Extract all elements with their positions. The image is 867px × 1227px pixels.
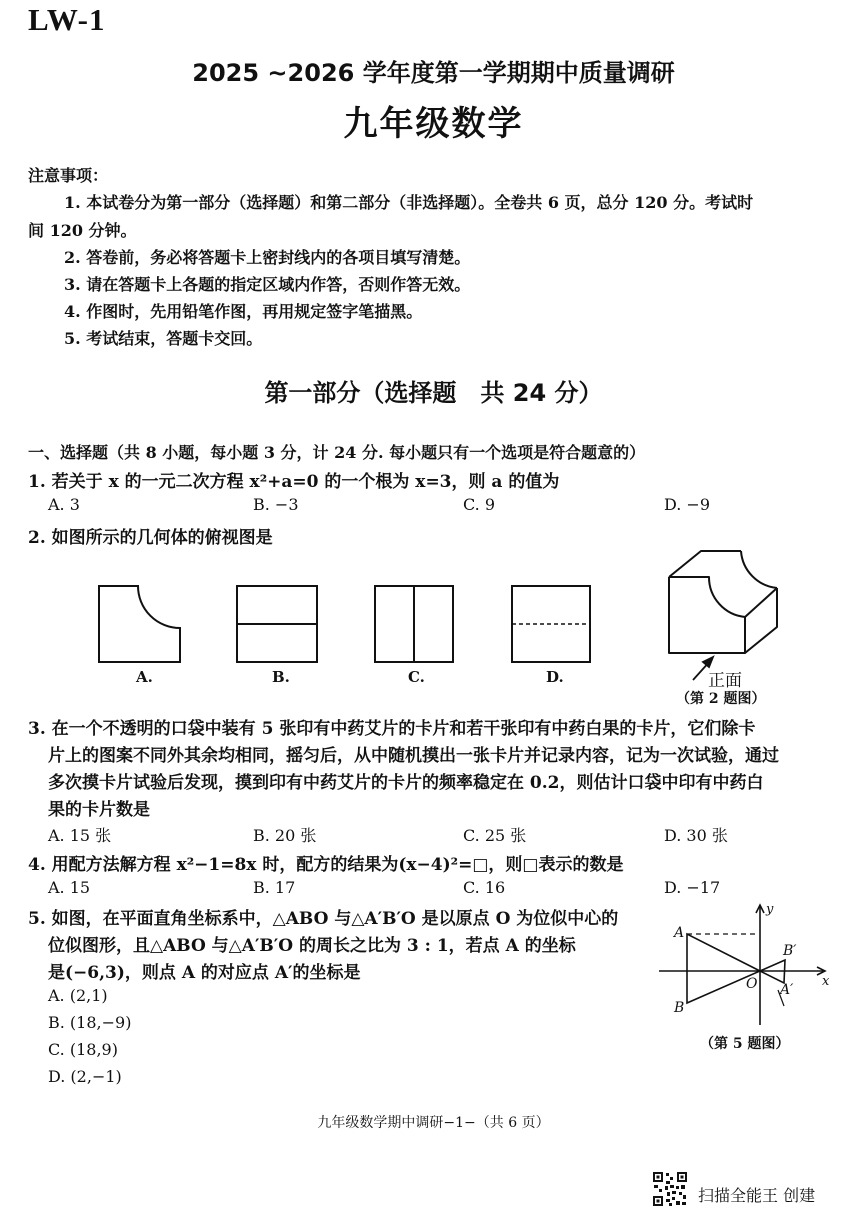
question-5-option-a: A. (2,1): [48, 986, 108, 1005]
notice-heading: 注意事项：: [28, 166, 109, 185]
point-a-label: A: [674, 925, 685, 941]
question-1-option-b: B. −3: [253, 495, 299, 514]
question-3-stem: 果的卡片数是: [48, 800, 150, 820]
notice-line: 1. 本试卷分为第一部分（选择题）和第二部分（非选择题）。全卷共 6 页，总分 120 分。考试时: [64, 193, 754, 212]
question-4-option-b: B. 17: [253, 878, 296, 897]
origin-label: O: [746, 976, 758, 992]
point-b-label: B: [674, 1000, 685, 1016]
question-4-stem: 4. 用配方法解方程 x²−1=8x 时，配方的结果为(x−4)²=□，则□表示的数是: [28, 855, 624, 875]
question-1-option-c: C. 9: [463, 495, 496, 514]
page-footer: 九年级数学期中调研−1−（共 6 页）: [317, 1115, 550, 1131]
front-view-label: 正面: [708, 671, 742, 691]
question-1-stem: 1. 若关于 x 的一元二次方程 x²+a=0 的一个根为 x=3，则 a 的值为: [28, 472, 560, 492]
scanner-watermark: 扫描全能王 创建: [698, 1186, 816, 1205]
question-5-stem: 是(−6,3)，则点 A 的对应点 A′的坐标是: [48, 963, 361, 983]
question-5-figure-caption: （第 5 题图）: [700, 1036, 790, 1052]
point-a-prime-label: A′: [780, 982, 794, 998]
question-1-option-a: A. 3: [48, 495, 80, 514]
question-2-figure-caption: （第 2 题图）: [676, 691, 766, 707]
question-3-stem: 片上的图案不同外其余均相同，摇匀后，从中随机摸出一张卡片并记录内容，记为一次试验，通过: [48, 746, 779, 766]
question-5-option-b: B. (18,−9): [48, 1013, 132, 1032]
section-title: 第一部分（选择题 共 24 分）: [264, 379, 603, 407]
question-5-option-d: D. (2,−1): [48, 1067, 122, 1086]
section-intro: 一、选择题（共 8 小题，每小题 3 分，计 24 分. 每小题只有一个选项是符合题意的）: [28, 443, 646, 462]
question-1-option-d: D. −9: [664, 495, 711, 514]
question-5-option-c: C. (18,9): [48, 1040, 118, 1059]
y-axis-label: y: [766, 902, 774, 917]
subject-title: 九年级数学: [343, 104, 524, 144]
question-5-stem: 5. 如图，在平面直角坐标系中，△ABO 与△A′B′O 是以原点 O 为位似中心的: [28, 909, 619, 929]
notice-line: 3. 请在答题卡上各题的指定区域内作答，否则作答无效。: [64, 275, 471, 294]
question-2-stem: 2. 如图所示的几何体的俯视图是: [28, 528, 273, 548]
exam-title: 2025 ~2026 学年度第一学期期中质量调研: [192, 59, 675, 87]
notice-line: 5. 考试结束，答题卡交回。: [64, 329, 263, 348]
question-3-option-b: B. 20 张: [253, 826, 317, 845]
question-3-stem: 多次摸卡片试验后发现，摸到印有中药艾片的卡片的频率稳定在 0.2，则估计口袋中印有中药白: [48, 773, 764, 793]
question-4-option-a: A. 15: [48, 878, 91, 897]
question-3-option-d: D. 30 张: [664, 826, 728, 845]
question-2-option-a: A.: [136, 668, 153, 686]
question-3-stem: 3. 在一个不透明的口袋中装有 5 张印有中药艾片的卡片和若干张印有中药白果的卡片，它们除卡: [28, 719, 756, 739]
question-3-option-c: C. 25 张: [463, 826, 527, 845]
question-2-option-d: D.: [546, 668, 564, 686]
question-3-option-a: A. 15 张: [48, 826, 112, 845]
question-2-option-b: B.: [272, 668, 290, 686]
question-4-option-d: D. −17: [664, 878, 721, 897]
question-2-option-c: C.: [408, 668, 425, 686]
notice-line: 2. 答卷前，务必将答题卡上密封线内的各项目填写清楚。: [64, 248, 471, 267]
x-axis-label: x: [822, 974, 830, 989]
notice-line: 间 120 分钟。: [28, 221, 137, 240]
question-5-stem: 位似图形，且△ABO 与△A′B′O 的周长之比为 3 : 1，若点 A 的坐标: [48, 936, 576, 956]
question-4-option-c: C. 16: [463, 878, 506, 897]
paper-code: LW-1: [28, 2, 106, 37]
qr-code-icon: [652, 1171, 688, 1207]
notice-line: 4. 作图时，先用铅笔作图，再用规定签字笔描黑。: [64, 302, 423, 321]
point-b-prime-label: B′: [783, 943, 797, 959]
